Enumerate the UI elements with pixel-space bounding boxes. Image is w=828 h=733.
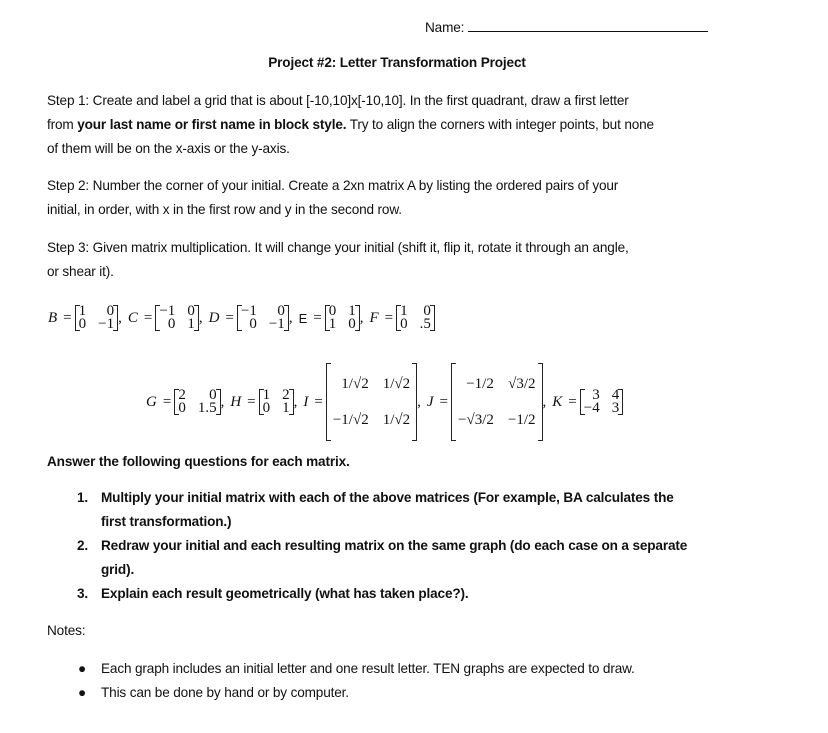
matrix-g <box>174 389 220 415</box>
matrix-entry: 3 <box>611 400 620 416</box>
step1-text: Try to align the corners with integer points, but none <box>346 117 654 132</box>
step1-line3: of them will be on the x-axis or the y-axis. <box>47 141 290 156</box>
question-1-number: 1. <box>77 490 89 505</box>
equals-sign: = <box>439 393 448 410</box>
matrix-entry: 1/√2 <box>382 376 411 392</box>
matrix-entry: 0 <box>209 387 217 403</box>
comma: , <box>198 309 203 326</box>
matrix-entry: 0 <box>277 303 285 319</box>
matrix-e <box>325 305 360 331</box>
equals-sign: = <box>314 393 323 410</box>
matrix-entry: 0 <box>178 400 186 416</box>
question-3-line1: Explain each result geometrically (what has taken place?). <box>101 586 469 601</box>
matrix-label: B <box>48 309 58 326</box>
matrix-entry: 0 <box>167 316 176 332</box>
matrix-b <box>75 305 118 331</box>
name-field[interactable] <box>425 17 708 37</box>
matrix-entry: −√3/2 <box>458 412 494 428</box>
matrix-label: D <box>208 309 220 326</box>
matrix-f <box>396 305 435 331</box>
matrix-entry: 1 <box>187 316 195 332</box>
equals-sign: = <box>143 309 153 326</box>
step3-line2: or shear it). <box>47 264 114 279</box>
matrix-entry: 1 <box>78 303 87 319</box>
notes-label: Notes: <box>47 623 86 638</box>
matrix-entry: 4 <box>611 387 620 403</box>
matrix-entry: 1/√2 <box>382 412 411 428</box>
matrices-row-1 <box>44 302 435 334</box>
matrix-entry: 2 <box>282 387 290 403</box>
matrix-label: G <box>146 393 157 410</box>
matrix-entry: −1 <box>268 316 285 332</box>
matrix-entry: −4 <box>583 400 600 416</box>
equals-sign: = <box>225 309 234 326</box>
matrix-entry: 1 <box>328 316 337 332</box>
matrix-label: I <box>303 393 309 410</box>
page-title: Project #2: Letter Transformation Project <box>268 55 526 70</box>
matrix-label: F <box>369 309 379 326</box>
equals-sign: = <box>162 393 172 410</box>
question-2-number: 2. <box>77 538 89 553</box>
question-1-line2: first transformation.) <box>101 514 232 529</box>
equals-sign: = <box>568 393 577 410</box>
step1-line2 <box>47 116 654 134</box>
matrix-entry: √3/2 <box>508 376 536 392</box>
matrix-entry: 3 <box>592 387 600 403</box>
matrix-entry: −1/2 <box>466 376 494 392</box>
answer-heading: Answer the following questions for each matrix. <box>47 454 350 469</box>
matrix-entry: 1/√2 <box>341 376 369 392</box>
step2-line2: initial, in order, with x in the first row and y in the second row. <box>47 202 402 217</box>
matrix-entry: .5 <box>419 316 431 332</box>
bullet-icon: ● <box>78 685 87 700</box>
matrix-entry: 1 <box>348 303 356 319</box>
matrix-entry: 0 <box>348 316 356 332</box>
step3-line1: Step 3: Given matrix multiplication. It will change your initial (shift it, flip it, rotate it through an angle, <box>47 240 629 255</box>
comma: , <box>542 393 547 410</box>
question-2-line1: Redraw your initial and each resulting matrix on the same graph (do each case on a separate <box>101 538 688 553</box>
matrix-entry: 1 <box>262 387 271 403</box>
note-2: This can be done by hand or by computer. <box>101 685 349 700</box>
matrix-j <box>451 363 543 441</box>
matrix-entry: 0 <box>78 316 87 332</box>
question-2-line2: grid). <box>101 562 135 577</box>
matrix-i <box>326 363 417 441</box>
matrix-entry: 0 <box>423 303 431 319</box>
step1-text: from <box>47 117 78 132</box>
matrix-h <box>259 389 294 415</box>
equals-sign: = <box>384 309 394 326</box>
matrix-d <box>237 305 289 331</box>
matrix-entry: −1 <box>98 316 115 332</box>
matrix-label: J <box>426 393 434 410</box>
question-3-number: 3. <box>77 586 89 601</box>
bullet-icon: ● <box>78 661 87 676</box>
step1-bold-text: your last name or first name in block style. <box>77 117 347 132</box>
question-1-line1: Multiply your initial matrix with each of the above matrices (For example, BA calculates the <box>101 490 674 505</box>
name-label: Name: <box>425 20 465 35</box>
comma: , <box>417 393 421 410</box>
matrix-entry: 1 <box>400 303 408 319</box>
comma: , <box>118 309 122 326</box>
matrix-entry: 0 <box>328 303 337 319</box>
matrix-entry: −1 <box>159 303 176 319</box>
matrix-entry: 0 <box>187 303 195 319</box>
equals-sign: = <box>313 309 322 326</box>
comma: , <box>220 393 225 410</box>
matrix-label: C <box>127 309 138 326</box>
matrix-label: E <box>298 310 308 326</box>
matrix-entry: 1 <box>282 400 290 416</box>
step1-line1: Step 1: Create and label a grid that is about [-10,10]x[-10,10]. In the first quadrant, draw a first letter <box>47 93 629 108</box>
equals-sign: = <box>63 309 72 326</box>
comma: , <box>288 309 293 326</box>
matrix-entry: −1/2 <box>507 412 536 428</box>
matrix-label: H <box>230 393 242 410</box>
equals-sign: = <box>247 393 256 410</box>
matrix-entry: 0 <box>262 400 271 416</box>
note-1: Each graph includes an initial letter and one result letter. TEN graphs are expected to draw. <box>101 661 635 676</box>
matrix-label: K <box>552 393 563 410</box>
matrix-entry: 2 <box>178 387 186 403</box>
matrix-entry: 0 <box>249 316 257 332</box>
comma: , <box>359 309 364 326</box>
matrices-row-2 <box>142 352 623 452</box>
matrix-c <box>155 305 198 331</box>
matrix-entry: 0 <box>106 303 115 319</box>
matrix-entry: −1/√2 <box>332 412 369 428</box>
matrix-entry: −1 <box>240 303 257 319</box>
matrix-k <box>580 389 623 415</box>
matrix-entry: 1.5 <box>197 400 217 416</box>
matrix-entry: 0 <box>400 316 408 332</box>
comma: , <box>293 393 298 410</box>
step2-line1: Step 2: Number the corner of your initial. Create a 2xn matrix A by listing the ordered pairs of your <box>47 178 619 193</box>
name-blank-line[interactable] <box>468 17 708 32</box>
